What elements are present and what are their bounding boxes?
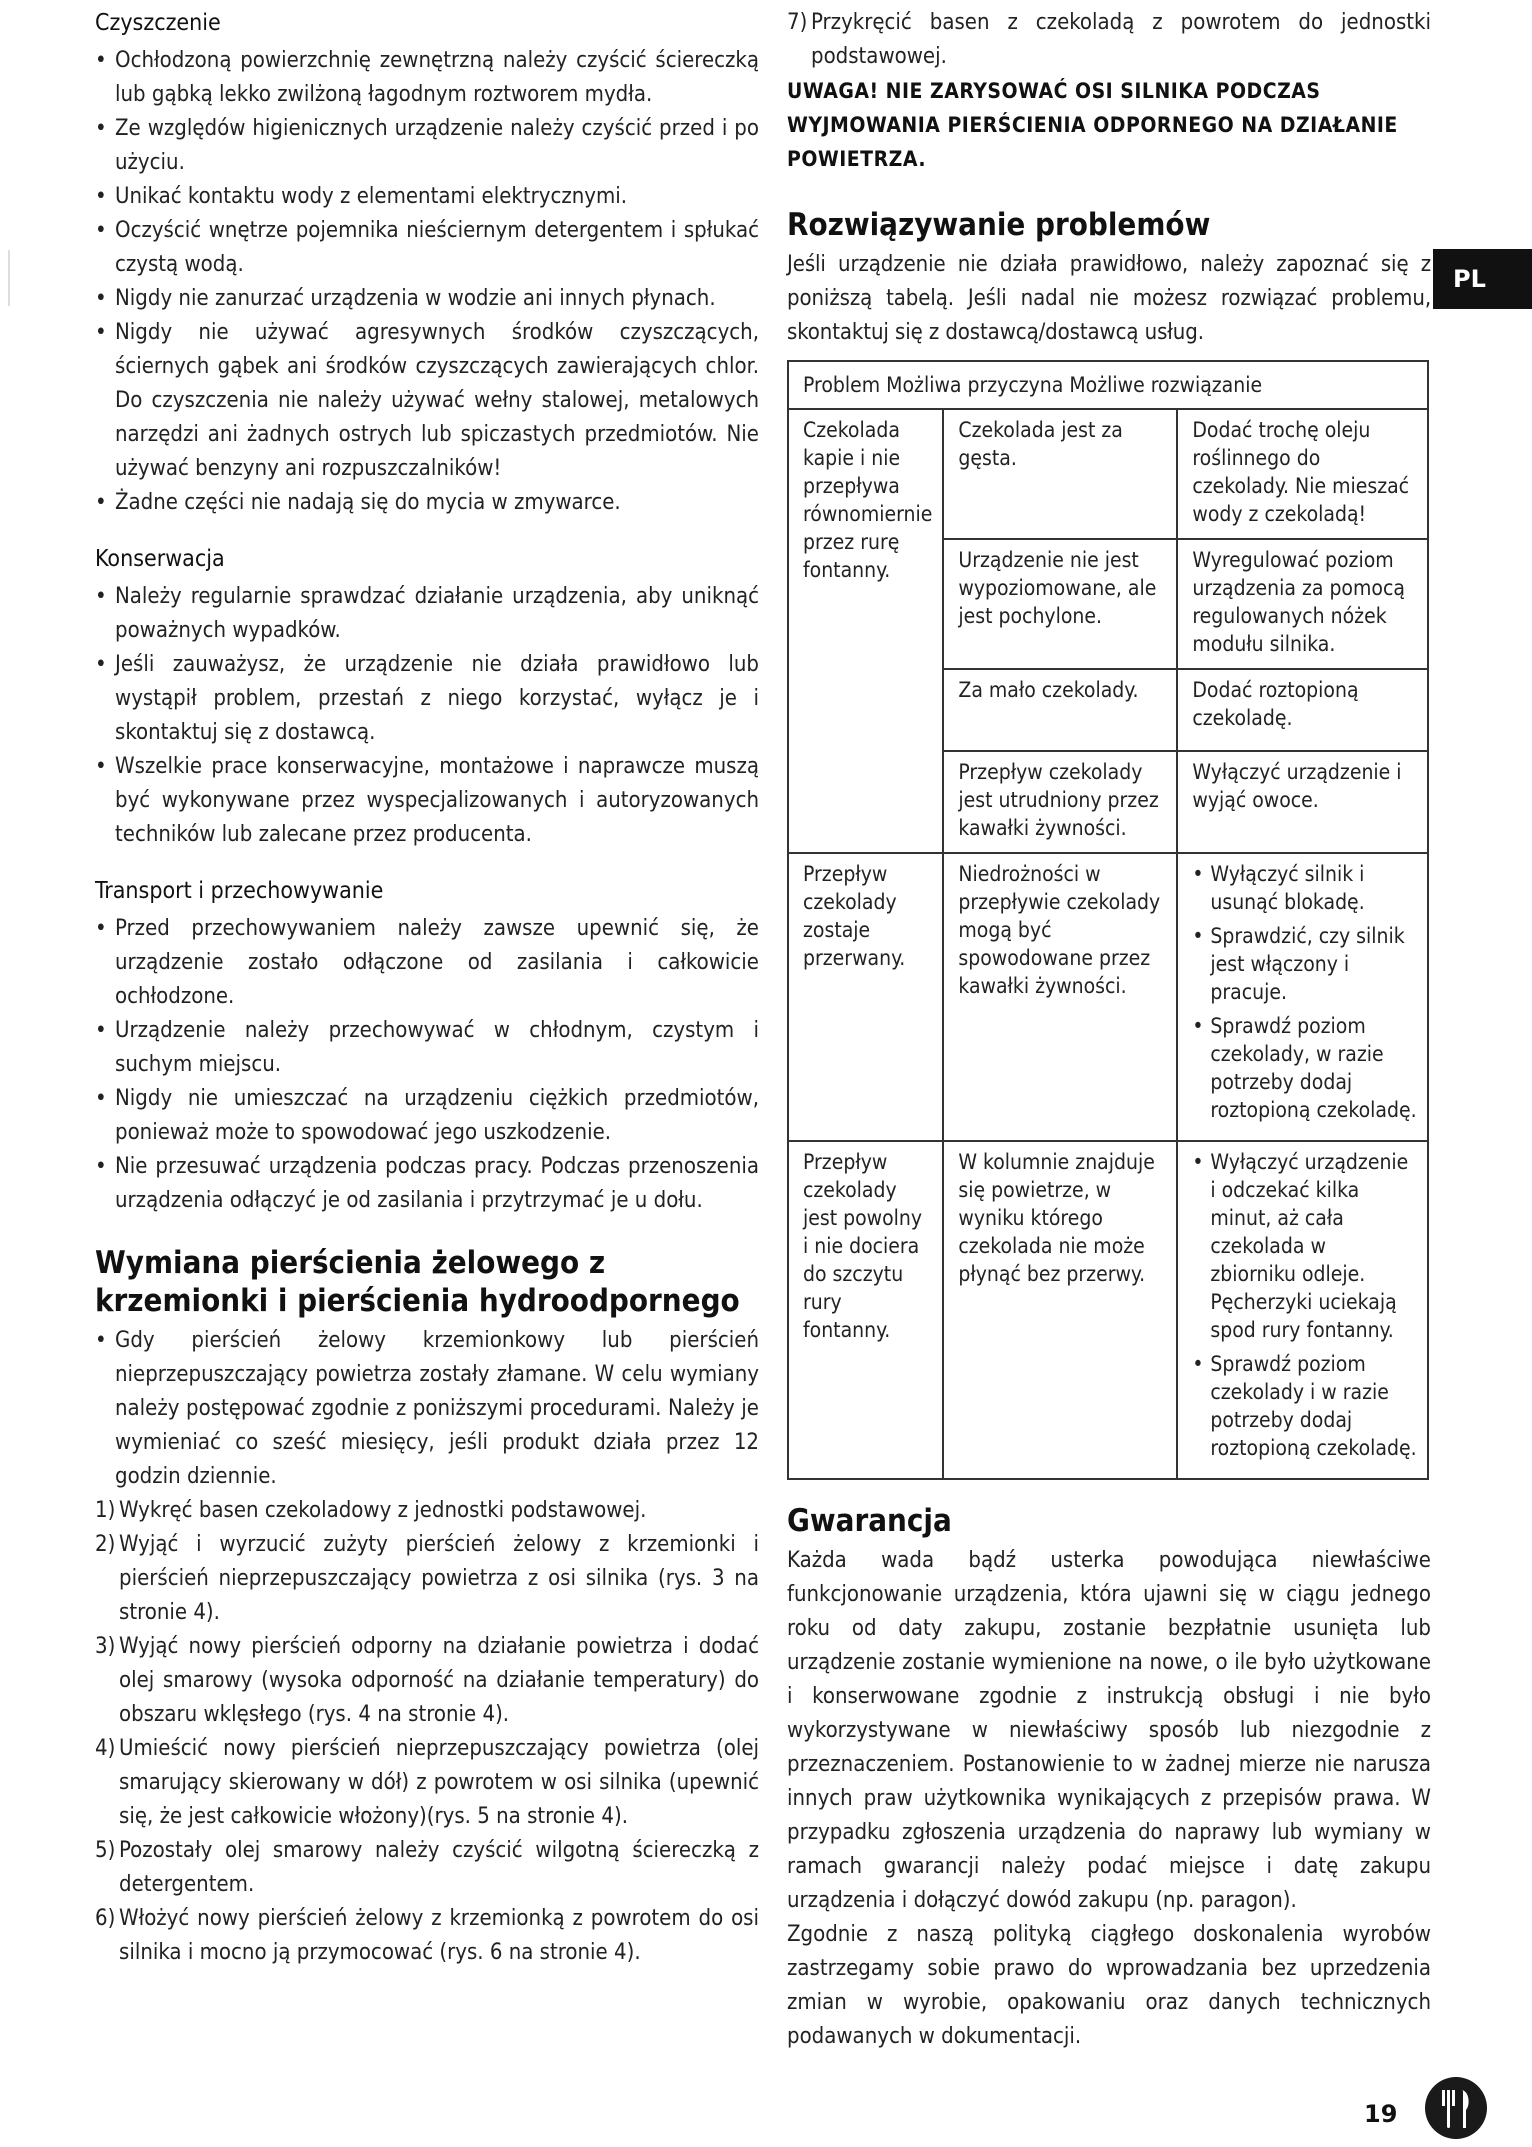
list-item: • Nigdy nie umieszczać na urządzeniu ciężkich przedmiotów, ponieważ może to spowodować jego uszkodzenie. <box>95 1082 759 1150</box>
step-item: 6) Włożyć nowy pierścień żelowy z krzemionką z powrotem do osi silnika i mocno ją przymocować (rys. 6 na stronie 4). <box>95 1906 759 1965</box>
list-item: • Urządzenie należy przechowywać w chłodnym, czystym i suchym miejscu. <box>95 1014 759 1082</box>
troubleshooting-title: Rozwiązywanie problemów <box>787 207 1211 243</box>
cause-cell: Niedrożności w przepływie czekolady mogą być spowodowane przez kawałki żywności. <box>943 853 1177 1141</box>
list-item: • Gdy pierścień żelowy krzemionkowy lub pierścień nieprzepuszczający powietrza zostały złamane. W celu wymiany należy postępować zgodnie z poniższymi procedurami. Należy je wymieniać co sześć miesięcy, jeśli produkt działa przez 12 godzin dziennie. <box>95 1324 759 1494</box>
list-item: • Oczyścić wnętrze pojemnika nieściernym detergentem i spłukać czystą wodą. <box>95 214 759 282</box>
left-column <box>95 0 759 1970</box>
header-problem: Problem <box>803 373 881 397</box>
list-item: • Sprawdź poziom czekolady i w razie potrzeby dodaj roztopioną czekoladę. <box>1192 1350 1417 1462</box>
solution-cell: Dodać roztopioną czekoladę. <box>1177 669 1428 751</box>
cause-cell: W kolumnie znajduje się powietrze, w wyniku którego czekolada nie może płynąć bez przerwy. <box>943 1141 1177 1479</box>
table-header-row <box>788 361 1428 409</box>
cleaning-title: Czyszczenie <box>95 10 221 36</box>
warranty-title: Gwarancja <box>787 1503 952 1539</box>
language-tab: PL <box>1433 249 1532 309</box>
cleaning-list <box>95 44 759 520</box>
replacement-steps <box>95 1494 759 1970</box>
step-item: 2) Wyjąć i wyrzucić zużyty pierścień żelowy z krzemionki i pierścień nieprzepuszczający powietrza z osi silnika (rys. 3 na stronie 4). <box>95 1532 759 1625</box>
replacement-intro-list <box>95 1324 759 1494</box>
continued-steps <box>787 6 1431 74</box>
step-item: 5) Pozostały olej smarowy należy czyścić wilgotną ściereczką z detergentem. <box>95 1838 759 1897</box>
list-item: • Nie przesuwać urządzenia podczas pracy. Podczas przenoszenia urządzenia odłączyć je od zasilania i przytrzymać je u dołu. <box>95 1150 759 1218</box>
step-item: 4) Umieścić nowy pierścień nieprzepuszczający powietrza (olej smarujący skierowany w dół) z powrotem w osi silnika (upewnić się, że jest całkowicie włożony)(rys. 5 na stronie 4). <box>95 1736 759 1829</box>
list-item: • Przed przechowywaniem należy zawsze upewnić się, że urządzenie zostało odłączone od zasilania i całkowicie ochłodzone. <box>95 912 759 1014</box>
transport-list <box>95 912 759 1218</box>
list-item: • Wyłączyć urządzenie i odczekać kilka minut, aż cała czekolada w zbiorniku odleje. Pęcherzyki uciekają spod rury fontanny. <box>1192 1148 1417 1344</box>
list-item: • Sprawdź poziom czekolady, w razie potrzeby dodaj roztopioną czekoladę. <box>1192 1012 1417 1124</box>
header-solution: Możliwe rozwiązanie <box>1069 373 1263 397</box>
right-column <box>787 0 1431 2054</box>
list-item: • Nigdy nie używać agresywnych środków czyszczących, ściernych gąbek ani środków czyszczących zawierających chlor. Do czyszczenia nie należy używać wełny stalowej, metalowych narzędzi ani żadnych ostrych lub spiczastych przedmiotów. Nie używać benzyny ani rozpuszczalników! <box>95 316 759 486</box>
list-item: • Unikać kontaktu wody z elementami elektrycznymi. <box>95 180 759 214</box>
problem-cell: Przepływ czekolady zostaje przerwany. <box>788 853 943 1141</box>
list-item: • Żadne części nie nadają się do mycia w zmywarce. <box>95 486 759 520</box>
transport-title: Transport i przechowywanie <box>95 878 384 904</box>
list-item: • Wyłączyć silnik i usunąć blokadę. <box>1192 860 1417 916</box>
table-row <box>788 409 1428 539</box>
table-row <box>788 1141 1428 1479</box>
step-item: 1) Wykręć basen czekoladowy z jednostki podstawowej. <box>95 1498 647 1523</box>
cause-cell: Przepływ czekolady jest utrudniony przez kawałki żywności. <box>943 751 1177 853</box>
problem-cell: Przepływ czekolady jest powolny i nie dociera do szczytu rury fontanny. <box>788 1141 943 1479</box>
list-item: • Należy regularnie sprawdzać działanie urządzenia, aby uniknąć poważnych wypadków. <box>95 580 759 648</box>
problem-cell: Czekolada kapie i nie przepływa równomiernie przez rurę fontanny. <box>788 409 943 853</box>
solution-cell <box>1177 1141 1428 1479</box>
solution-cell <box>1177 853 1428 1141</box>
cause-cell: Czekolada jest za gęsta. <box>943 409 1177 539</box>
solution-cell: Wyregulować poziom urządzenia za pomocą regulowanych nóżek modułu silnika. <box>1177 539 1428 669</box>
warranty-paragraph: Każda wada bądź usterka powodująca niewłaściwe funkcjonowanie urządzenia, która ujawni się w ciągu jednego roku od daty zakupu, zostanie bezpłatnie usunięta lub urządzenie zostanie wymienione na nowe, o ile było użytkowane i konserwowane zgodnie z instrukcją obsługi i nie było wykorzystywane w niewłaściwy sposób lub niezgodnie z przeznaczeniem. Postanowienie to w żadnej mierze nie narusza innych praw użytkownika wynikających z przepisów prawa. W przypadku zgłoszenia urządzenia do naprawy lub wymiany w ramach gwarancji należy podać miejsce i datę zakupu urządzenia i dołączyć dowód zakupu (np. paragon). <box>787 1548 1431 1913</box>
maintenance-list <box>95 580 759 852</box>
warning-text: UWAGA! NIE ZARYSOWAĆ OSI SILNIKA PODCZAS WYJMOWANIA PIERŚCIENIA ODPORNEGO NA DZIAŁANIE POWIETRZA. <box>787 79 1398 171</box>
header-cause: Możliwa przyczyna <box>886 373 1064 397</box>
list-item: • Sprawdzić, czy silnik jest włączony i pracuje. <box>1192 922 1417 1006</box>
cutlery-logo-icon <box>1424 2076 1488 2140</box>
margin-mark <box>8 250 10 306</box>
cause-cell: Za mało czekolady. <box>943 669 1177 751</box>
step-item: 3) Wyjąć nowy pierścień odporny na działanie powietrza i dodać olej smarowy (wysoka odporność na działanie temperatury) do obszaru wklęsłego (rys. 4 na stronie 4). <box>95 1634 759 1727</box>
list-item: • Wszelkie prace konserwacyjne, montażowe i naprawcze muszą być wykonywane przez wyspecjalizowanych i autoryzowanych techników lub zalecane przez producenta. <box>95 750 759 852</box>
solution-list <box>1192 1148 1417 1462</box>
step-item: 7) Przykręcić basen z czekoladą z powrotem do jednostki podstawowej. <box>787 10 1431 69</box>
troubleshooting-table <box>787 360 1429 1480</box>
replacement-title: Wymiana pierścienia żelowego z krzemionki i pierścienia hydroodpornego <box>95 1245 740 1319</box>
list-item: • Jeśli zauważysz, że urządzenie nie działa prawidłowo lub wystąpił problem, przestań z niego korzystać, wyłącz je i skontaktuj się z dostawcą. <box>95 648 759 750</box>
solution-list <box>1192 860 1417 1124</box>
table-row <box>788 853 1428 1141</box>
cause-cell: Urządzenie nie jest wypoziomowane, ale jest pochylone. <box>943 539 1177 669</box>
list-item: • Ochłodzoną powierzchnię zewnętrzną należy czyścić ściereczką lub gąbką lekko zwilżoną łagodnym roztworem mydła. <box>95 44 759 112</box>
list-item: • Nigdy nie zanurzać urządzenia w wodzie ani innych płynach. <box>95 282 759 316</box>
maintenance-title: Konserwacja <box>95 546 225 572</box>
solution-cell: Wyłączyć urządzenie i wyjąć owoce. <box>1177 751 1428 853</box>
solution-cell: Dodać trochę oleju roślinnego do czekolady. Nie mieszać wody z czekoladą! <box>1177 409 1428 539</box>
troubleshooting-intro: Jeśli urządzenie nie działa prawidłowo, należy zapoznać się z poniższą tabelą. Jeśli nadal nie możesz rozwiązać problemu, skontaktuj się z dostawcą/dostawcą usług. <box>787 252 1431 345</box>
page-number: 19 <box>1364 2100 1398 2128</box>
warranty-paragraph: Zgodnie z naszą polityką ciągłego doskonalenia wyrobów zastrzegamy sobie prawo do wprowadzania bez uprzedzenia zmian w wyrobie, opakowaniu oraz danych technicznych podawanych w dokumentacji. <box>787 1922 1431 2049</box>
list-item: • Ze względów higienicznych urządzenie należy czyścić przed i po użyciu. <box>95 112 759 180</box>
